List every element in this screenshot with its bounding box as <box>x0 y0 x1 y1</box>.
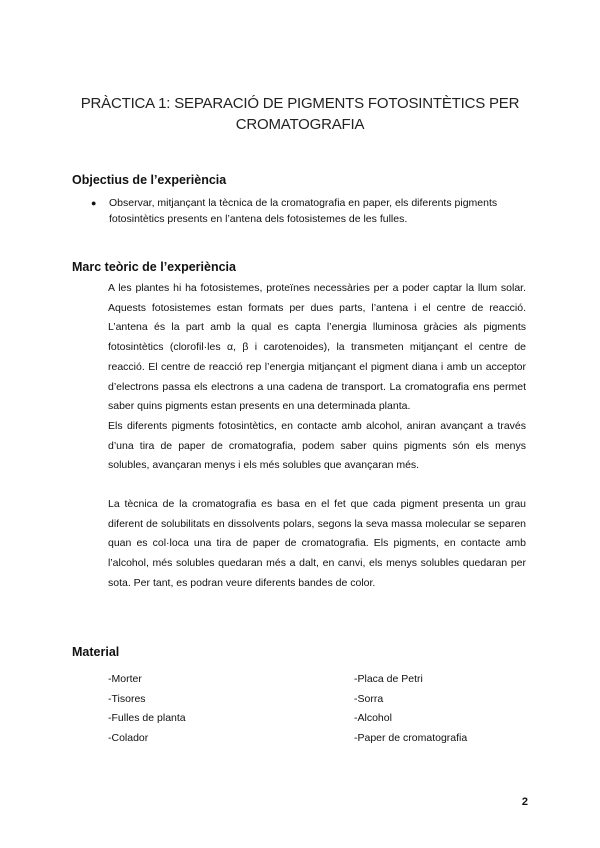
material-item: -Fulles de planta <box>108 712 186 724</box>
material-list <box>108 670 528 748</box>
material-item: -Sorra <box>354 692 384 705</box>
theory-body <box>108 279 526 594</box>
theory-paragraph-2: Els diferents pigments fotosintètics, en contacte amb alcohol, aniran avançant a través d’una tira de paper de cromatografia, podem saber quins pigments són els menys solubles, avançaran menys i els més solubles que avançaran més. <box>108 419 526 472</box>
material-item: -Tisores <box>108 692 146 705</box>
page-title-line-1: PRÀCTICA 1: SEPARACIÓ DE PIGMENTS FOTOSINTÈTICS PER <box>80 95 520 112</box>
objective-text: Observar, mitjançant la tècnica de la cromatografia en paper, els diferents pigments fotosintètics presents en l’antena dels fotosistemes de les fulles. <box>109 197 498 225</box>
material-item: -Alcohol <box>354 712 392 724</box>
theory-heading: Marc teòric de l’experiència <box>72 260 236 274</box>
page-title <box>60 93 540 135</box>
bullet-icon: ● <box>91 198 97 208</box>
theory-paragraph-3: La tècnica de la cromatografia es basa en el fet que cada pigment presenta un grau diferent de solubilitats en dissolvents polars, segons la seva massa molecular se separen quan es col·loca una tira de paper de cromatografia. Els pigments, en contacte amb l’alcohol, més solubles quedaran més a dalt, en canvi, els menys solubles quedaran per sota. Per tant, es podran veure diferents bandes de color. <box>108 498 526 589</box>
objectives-heading: Objectius de l’experiència <box>72 173 227 187</box>
material-item: -Placa de Petri <box>354 673 423 685</box>
page-number: 2 <box>521 796 528 808</box>
material-item: -Morter <box>108 673 142 685</box>
material-heading: Material <box>72 645 120 659</box>
objective-item <box>91 195 531 227</box>
theory-paragraph-1: A les plantes hi ha fotosistemes, proteïnes necessàries per a poder captar la llum solar. Aquests fotosistemes estan formats per dues parts, l’antena i el centre de reacció. L’antena és la part amb la qual es capta l’energia lluminosa gràcies als pigments fotosintètics (clorofil·les α, β i carotenoides), la transmeten mitjançant el centre de reacció. El centre de reacció rep l’energia mitjançant el pigment diana i amb un acceptor d’electrons passa els electrons a una cadena de transport. La cromatografia ens permet saber quins pigments estan presents en una determinada planta. <box>108 282 526 413</box>
material-item: -Paper de cromatografia <box>354 731 468 744</box>
objectives-list <box>91 195 531 227</box>
page-title-line-2: CROMATOGRAFIA <box>235 116 365 133</box>
material-item: -Colador <box>108 731 149 744</box>
